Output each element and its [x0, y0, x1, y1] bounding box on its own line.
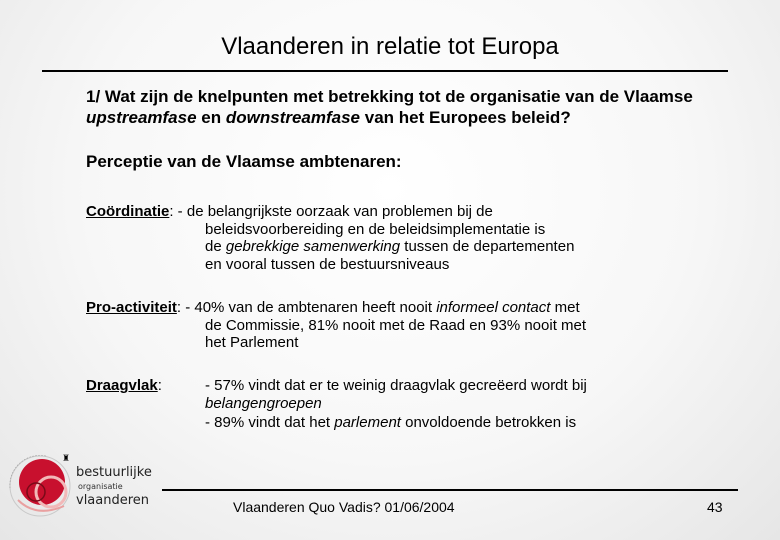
slide-title: Vlaanderen in relatie tot Europa — [221, 33, 559, 60]
proactiviteit-line1-em: informeel contact — [436, 299, 551, 316]
draagvlak-item1-em: belangengroepen — [205, 394, 322, 412]
coordinatie-line3 — [86, 238, 746, 256]
proactiviteit-line2: de Commissie, 81% nooit met de Raad en 93% nooit met — [205, 316, 587, 334]
question-em-upstream: upstreamfase — [86, 108, 197, 127]
coordinatie-line3-post: tussen de departementen — [400, 238, 575, 255]
question-part1: 1/ Wat zijn de knelpunten met betrekking tot de organisatie van de Vlaamse — [86, 87, 693, 106]
coordinatie-label: Coördinatie — [86, 203, 170, 220]
draagvlak-item1 — [205, 377, 746, 395]
proactiviteit-section — [86, 299, 746, 352]
draagvlak-item1-text: - 57% vindt dat er te weinig draagvlak gecreëerd wordt bij — [205, 377, 587, 394]
perception-heading: Perceptie van de Vlaamse ambtenaren: — [86, 152, 402, 171]
logo-line1: bestuurlijke — [76, 465, 152, 480]
logo-line3: vlaanderen — [76, 493, 150, 508]
draagvlak-item2 — [205, 414, 746, 432]
proactiviteit-line1-post: met — [550, 299, 580, 316]
question-text — [86, 86, 766, 128]
coordinatie-line3-em: gebrekkige samenwerking — [225, 238, 401, 255]
coordinatie-line1: - de belangrijkste oorzaak van problemen bij de — [173, 203, 493, 220]
footer-text: Vlaanderen Quo Vadis? 01/06/2004 — [233, 499, 455, 515]
proactiviteit-line3: het Parlement — [205, 334, 299, 351]
question-em-downstream: downstreamfase — [225, 108, 361, 127]
coordinatie-line3-pre: de — [205, 238, 226, 255]
draagvlak-item2-post: onvoldoende betrokken is — [400, 414, 577, 431]
draagvlak-label: Draagvlak — [86, 377, 158, 394]
lion-icon: ♜ — [62, 454, 71, 464]
coordinatie-colon: : — [169, 203, 174, 220]
coordinatie-line4: en vooral tussen de bestuursniveaus — [205, 255, 450, 273]
draagvlak-colon: : — [157, 377, 162, 394]
draagvlak-section — [86, 377, 746, 432]
proactiviteit-label: Pro-activiteit — [86, 299, 177, 316]
coordinatie-section — [86, 203, 746, 273]
logo-line2: organisatie — [78, 482, 123, 491]
question-part2: en — [196, 108, 226, 127]
proactiviteit-colon: : — [176, 299, 182, 316]
coordinatie-line2: beleidsvoorbereiding en de beleidsimplementatie is — [205, 220, 546, 238]
draagvlak-item2-em: parlement — [334, 414, 401, 431]
bestuurlijke-organisatie-logo — [6, 448, 156, 526]
question-part3: van het Europees beleid? — [360, 108, 571, 127]
draagvlak-item1-cont — [205, 395, 746, 413]
footer-divider — [162, 489, 738, 491]
proactiviteit-line1-pre: - 40% van de ambtenaren heeft nooit — [181, 299, 437, 316]
draagvlak-item2-pre: - 89% vindt dat het — [205, 414, 335, 431]
page-number: 43 — [707, 499, 723, 515]
title-divider — [42, 70, 728, 72]
